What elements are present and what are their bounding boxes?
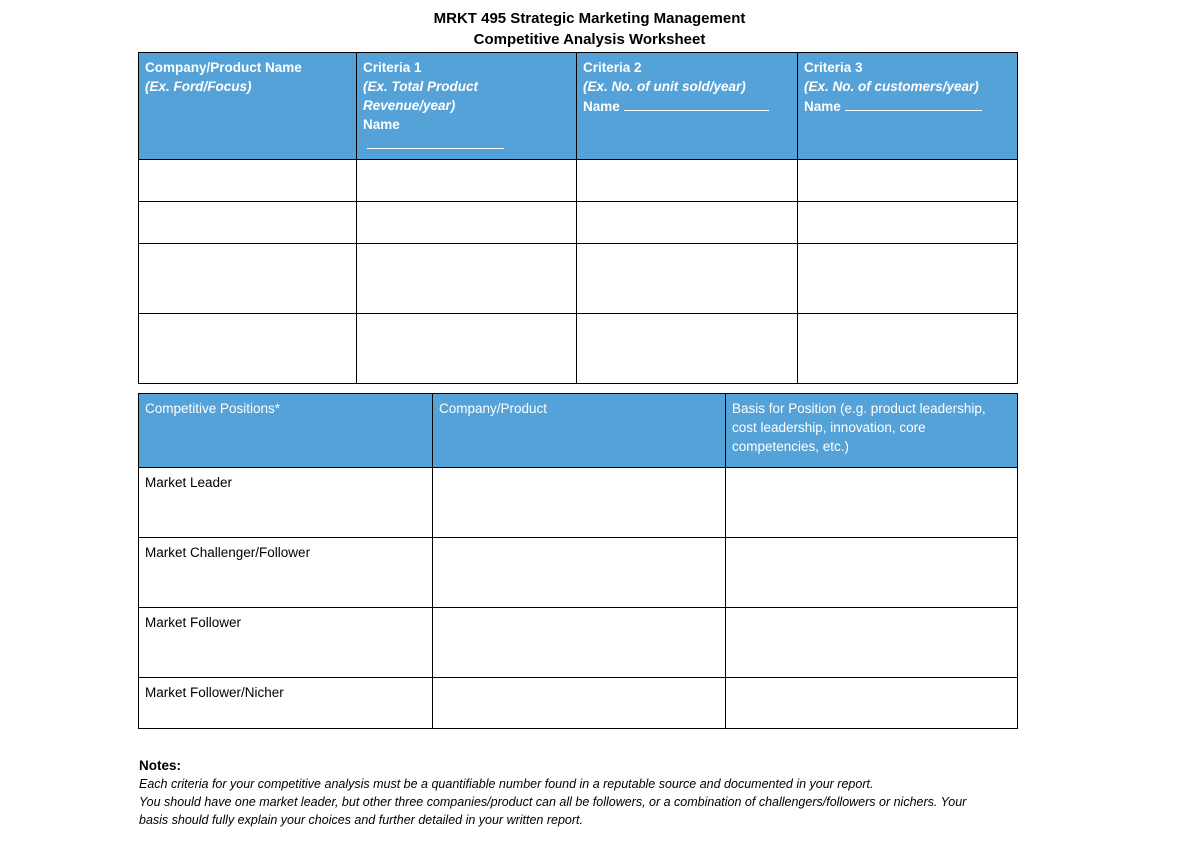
header-example: (Ex. Ford/Focus) <box>145 79 252 94</box>
position-label-cell <box>139 678 433 729</box>
notes-title: Notes: <box>139 758 182 773</box>
header-example: (Ex. No. of customers/year) <box>804 79 979 94</box>
table-row <box>139 202 1018 244</box>
header-company-product: Company/Product <box>433 394 726 468</box>
position-label-cell <box>139 538 433 608</box>
table-cell[interactable] <box>577 202 798 244</box>
note-line: basis should fully explain your choices and further detailed in your written report. <box>139 813 583 827</box>
position-label-cell <box>139 608 433 678</box>
basis-cell[interactable] <box>726 678 1018 729</box>
table-row <box>139 538 1018 608</box>
document-subtitle: Competitive Analysis Worksheet <box>473 31 706 48</box>
header-criteria-2 <box>577 53 798 160</box>
table-cell[interactable] <box>357 314 577 384</box>
table-row <box>139 608 1018 678</box>
header-basis-for-position: Basis for Position (e.g. product leadership, cost leadership, innovation, core competencies, etc.) <box>726 394 1018 468</box>
basis-cell[interactable] <box>726 608 1018 678</box>
note-line: Each criteria for your competitive analysis must be a quantifiable number found in a reputable source and documented in your report. <box>139 777 874 791</box>
header-example: (Ex. No. of unit sold/year) <box>583 79 746 94</box>
company-product-cell[interactable] <box>433 538 726 608</box>
name-label: Name <box>804 99 841 114</box>
criteria-table <box>138 52 1018 384</box>
company-product-cell[interactable] <box>433 608 726 678</box>
positions-table <box>138 393 1018 729</box>
table-cell[interactable] <box>357 160 577 202</box>
table-cell[interactable] <box>139 202 357 244</box>
header-label: Criteria 3 <box>804 60 863 75</box>
header-company-product-name <box>139 53 357 160</box>
name-label: Name <box>363 117 400 132</box>
company-product-cell[interactable] <box>433 468 726 538</box>
table-cell[interactable] <box>139 160 357 202</box>
table-cell[interactable] <box>798 314 1018 384</box>
notes-section <box>139 757 1059 829</box>
company-product-cell[interactable] <box>433 678 726 729</box>
table-row <box>139 678 1018 729</box>
table-cell[interactable] <box>139 244 357 314</box>
table-cell[interactable] <box>357 244 577 314</box>
table-cell[interactable] <box>577 244 798 314</box>
table-cell[interactable] <box>139 314 357 384</box>
position-label-cell <box>139 468 433 538</box>
name-blank-line[interactable] <box>367 134 504 149</box>
position-label: Market Follower <box>145 615 242 630</box>
note-line: You should have one market leader, but other three companies/product can all be followers, or a combination of challengers/followers or nichers. Your <box>139 795 967 809</box>
header-example: (Ex. Total Product Revenue/year) <box>363 79 479 113</box>
position-label: Market Leader <box>145 475 233 490</box>
header-criteria-1 <box>357 53 577 160</box>
header-criteria-3 <box>798 53 1018 160</box>
basis-cell[interactable] <box>726 468 1018 538</box>
document-title: MRKT 495 Strategic Marketing Management <box>433 10 746 27</box>
table-cell[interactable] <box>798 160 1018 202</box>
position-label: Market Challenger/Follower <box>145 545 311 560</box>
criteria-header-row <box>139 53 1018 160</box>
header-competitive-positions: Competitive Positions* <box>139 394 433 468</box>
header-label: Criteria 2 <box>583 60 642 75</box>
header-label: Company/Product Name <box>145 60 302 75</box>
table-row <box>139 244 1018 314</box>
table-cell[interactable] <box>798 202 1018 244</box>
table-row <box>139 314 1018 384</box>
positions-header-row <box>139 394 1018 468</box>
table-cell[interactable] <box>357 202 577 244</box>
name-blank-line[interactable] <box>624 96 769 111</box>
name-blank-line[interactable] <box>845 96 982 111</box>
table-cell[interactable] <box>577 160 798 202</box>
basis-cell[interactable] <box>726 538 1018 608</box>
table-row <box>139 160 1018 202</box>
position-label: Market Follower/Nicher <box>145 685 284 700</box>
table-cell[interactable] <box>577 314 798 384</box>
table-row <box>139 468 1018 538</box>
table-cell[interactable] <box>798 244 1018 314</box>
name-label: Name <box>583 99 620 114</box>
header-label: Criteria 1 <box>363 60 422 75</box>
